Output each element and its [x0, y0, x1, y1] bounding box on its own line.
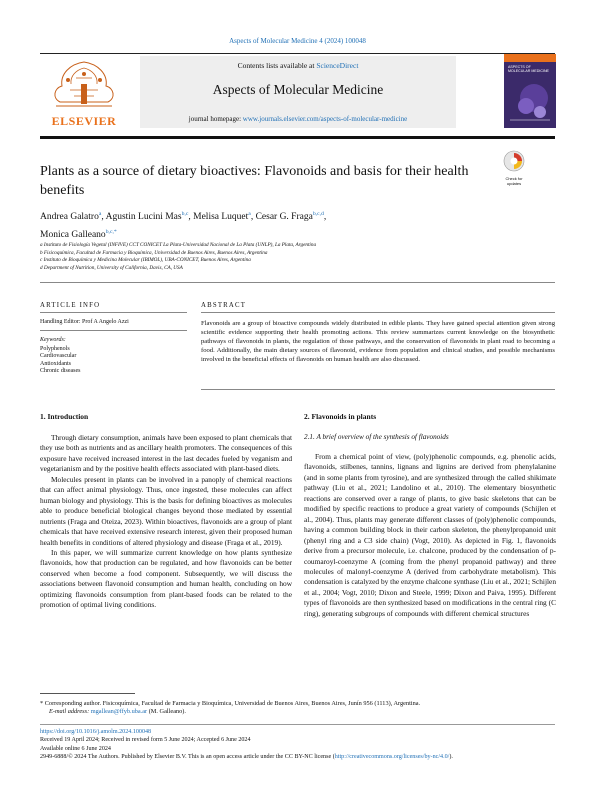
affiliation-d: d Department of Nutrition, University of California, Davis, CA, USA	[40, 264, 183, 271]
divider	[40, 282, 555, 283]
author-affiliation-mark[interactable]: a	[248, 211, 251, 217]
author[interactable]: Melisa Luquet	[193, 212, 249, 223]
divider	[201, 389, 555, 390]
sciencedirect-link[interactable]: ScienceDirect	[316, 61, 359, 70]
paragraph: Through dietary consumption, animals have been exposed to plant chemicals that they use both as nutrients and as ancillary health promoters. The consequences of this exposure have received increased interest in the last decades fueled by veganism and vegetarianism and by the positive health effects associated with plant-based diets.	[40, 433, 292, 474]
cover-title: ASPECTS OF MOLECULAR MEDICINE	[508, 65, 549, 74]
paragraph: Molecules present in plants can be involved in a panoply of chemical reactions that can affect animal physiology. Thus, once ingested, these molecules can affect human biology and physiology. This is the basis for defining bioactives as molecules able to produce beneficial biological changes beyond those mediated by essential nutrients (Fraga and Oteiza, 2023). Within bioactives, flavonoids are a group of plant chemicals that have received extensive research interest, given their proposed human health benefits in conditions of altered physiology and disease (Fraga et al., 2019).	[40, 474, 292, 547]
email-label: E-mail address:	[49, 708, 91, 716]
publication-info	[40, 728, 555, 761]
article-info-heading: ARTICLE INFO	[40, 302, 101, 309]
homepage-link[interactable]: www.journals.elsevier.com/aspects-of-molecular-medicine	[242, 115, 408, 123]
section-heading-introduction: 1. Introduction	[40, 412, 89, 421]
author-affiliation-mark[interactable]: b,c,d	[312, 211, 324, 217]
license-link[interactable]: http://creativecommons.org/licenses/by-nc/4.0/	[334, 753, 450, 760]
affiliations	[40, 242, 555, 272]
keywords-label: Keywords:	[40, 337, 66, 343]
check-for-updates-badge[interactable]	[500, 150, 528, 186]
doi-link[interactable]: https://doi.org/10.1016/j.amolm.2024.100048	[40, 729, 152, 735]
crossmark-icon	[500, 150, 528, 172]
available-online: Available online 6 June 2024	[40, 745, 111, 752]
divider	[40, 724, 555, 725]
author-affiliation-mark[interactable]: b,c,*	[105, 229, 117, 236]
abstract-text: Flavonoids are a group of bioactive compounds widely distributed in edible plants. They have gained special attention given strong scientific evidence supporting their health promoting actions. This review summarizes current knowledge on the biosynthetic pathways of flavonoids in plants, the regulation of those pathways, and the conservation of flavonoids in plant road to becoming a food. Additionally, the main dietary sources of flavonoid, evidence from population and clinical studies, and possible mechanisms involved in the beneficial effects of flavonoids on human health are also discussed.	[201, 320, 555, 363]
paragraph: From a chemical point of view, (poly)phenolic compounds, e.g. phenolic acids, flavonoids, stilbenes, tannins, lignans and lignins are derived from phenylalanine (and in some plants from tyrosine), and are synthesized through the called shikimate pathway (Liu et al., 2021; Landolino et al., 2010). The elementary biosynthetic reactions are conserved over a range of plants, to give basic skeletons that can be modified by specific reactions to produce a great variety of compounds (Schijlen et al., 2004). Thus, plants may generate different classes of (poly)phenolic compounds, having a common building block in their carbon skeleton, the phenylpropanoid unit (phenyl ring and a C3 side chain) (Vogt, 2010). As depicted in Fig. 1, flavonoids derive from a precursor molecule, i.e. chalcone, produced by the condensation of p-coumaroyl-coenzyme A (coming from the phenyl propanoid pathway) and three molecules of malonyl-coenzyme A (derived from carbohydrate metabolism). This condensation is catalyzed by the enzyme chalcone synthase (Liu et al., 2021; Schijlen et al., 2004; Vogt, 2010; Dixon and Steele, 1999; Dixon and Paiva, 1995). Different types of flavonoids are then synthesized based on modifications in the central ring (C ring), generating subgroups of compounds with different chemical structures	[304, 452, 556, 618]
copyright-suffix: ).	[449, 753, 453, 760]
copyright-line	[40, 753, 555, 761]
author-affiliation-mark[interactable]: a	[98, 211, 102, 217]
footnote-rule	[40, 693, 135, 694]
crossmark-label: Check for updates	[505, 176, 523, 186]
affiliation-b: b Fisicoquímica, Facultad de Farmacia y Bioquímica, Universidad de Buenos Aires, Buenos Aires, Argentina	[40, 249, 268, 256]
author-affiliation-mark[interactable]: b,c	[181, 211, 189, 217]
author[interactable]: Agustin Lucini Mas	[105, 212, 182, 223]
section-heading-flavonoids: 2. Flavonoids in plants	[304, 412, 377, 421]
homepage-prefix: journal homepage:	[188, 115, 243, 123]
flavonoids-column	[304, 452, 556, 619]
keywords-block	[40, 337, 81, 376]
affiliation-c: c Instituto de Bioquímica y Medicina Molecular (IBIMOL), UBA-CONICET, Buenos Aires, Argentina	[40, 257, 251, 264]
journal-homepage-line	[140, 115, 456, 123]
received-dates: Received 19 April 2024; Received in revised form 5 June 2024; Accepted 6 June 2024	[40, 737, 251, 744]
header-bottom-rule	[40, 136, 555, 139]
affiliation-a: a Instituto de Fisiología Vegetal (INFIVE) CCT CONICET La Plata-Universidad Nacional de La Plata (UNLP), La Plata, Argentina	[40, 242, 317, 248]
handling-editor: Handling Editor: Prof A Angelo Azzi	[40, 319, 129, 325]
keyword: Cardiovascular	[40, 353, 77, 360]
running-head[interactable]: Aspects of Molecular Medicine 4 (2024) 100048	[229, 37, 366, 45]
elsevier-logo[interactable]	[40, 54, 128, 128]
corresponding-author-footnote	[40, 700, 555, 717]
paper-title: Plants as a source of dietary bioactives: Flavonoids and basis for their health benefits	[40, 164, 469, 198]
email-link[interactable]: mgallean@ffyb.uba.ar	[90, 708, 148, 716]
journal-cover-image[interactable]	[504, 54, 556, 128]
abstract-heading: ABSTRACT	[201, 302, 247, 309]
introduction-column	[40, 433, 292, 611]
subsection-heading: 2.1. A brief overview of the synthesis of flavonoids	[304, 433, 449, 441]
corresponding-author-text: * Corresponding author. Fisicoquímica, Facultad de Farmacia y Bioquímica, Universidad de Buenos Aires, Buenos Aires, Junín 956 (1113), Argentina.	[40, 700, 421, 707]
contents-prefix: Contents lists available at	[237, 61, 317, 70]
elsevier-wordmark: ELSEVIER	[51, 114, 117, 128]
paragraph: In this paper, we will summarize current knowledge on how plants synthesize flavonoids, how that production can be regulated, and how flavonoids can be better conserved when become a food component. Subsequently, we will discuss the associations between flavonoid consumption and human health, concluding on how optimizing flavonoids consumption from plant-based foods can be related to the promotion of optimal living conditions.	[40, 547, 292, 610]
author[interactable]: Monica Galleano	[40, 230, 106, 241]
divider	[40, 312, 187, 313]
contents-line	[140, 61, 456, 70]
keyword: Chronic diseases	[40, 368, 81, 375]
email-suffix: (M. Galleano).	[147, 708, 186, 716]
keyword: Antioxidants	[40, 360, 71, 367]
copyright-text: 2949-6888/© 2024 The Authors. Published by Elsevier B.V. This is an open access article under the CC BY-NC license (	[40, 753, 335, 760]
author[interactable]: Andrea Galatro	[40, 212, 99, 223]
journal-title: Aspects of Molecular Medicine	[212, 82, 384, 97]
divider	[40, 330, 187, 331]
author[interactable]: Cesar G. Fraga	[255, 212, 313, 223]
author-list: Andrea Galatro$^a$, Agustin Lucini Mas$^{b,c}$, Melisa Luquet$^a$, Cesar G. Fraga$^{b,c,d}$, Monica Galleano$^{b,c,*}$	[40, 211, 327, 241]
keyword: Polyphenols	[40, 345, 70, 352]
divider	[201, 312, 555, 313]
